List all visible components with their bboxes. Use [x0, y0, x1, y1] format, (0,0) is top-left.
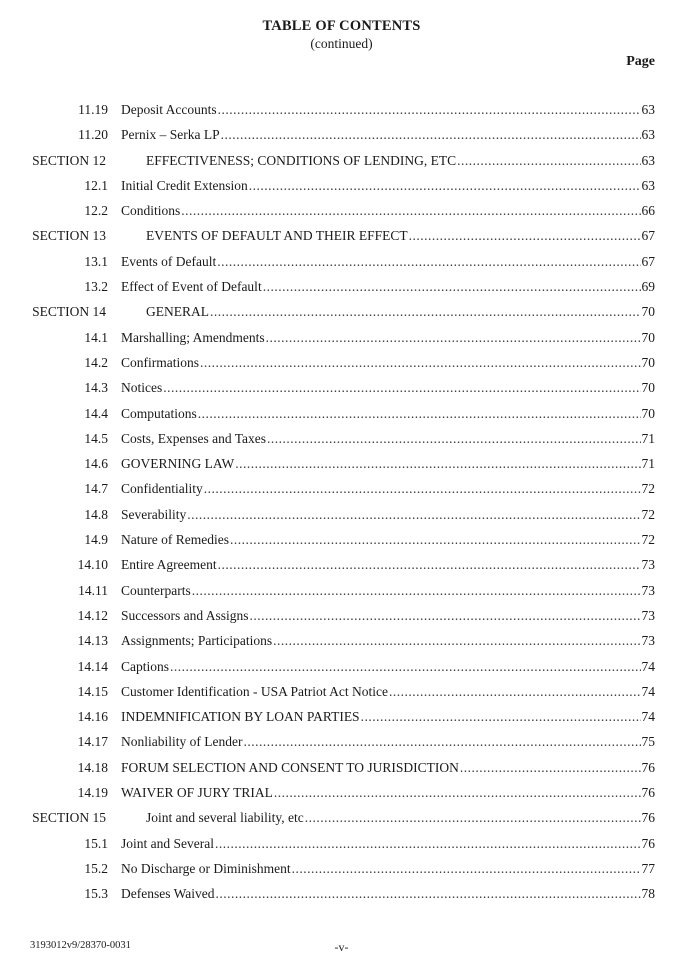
toc-entry-row	[0, 198, 683, 223]
dot-leader	[181, 198, 640, 223]
toc-entry-line	[121, 831, 655, 856]
toc-entry-title: Nature of Remedies	[121, 532, 229, 548]
toc-entry-row	[0, 375, 683, 400]
toc-entry-row	[0, 603, 683, 628]
toc-entry-title: Confidentiality	[121, 481, 203, 497]
toc-entry-title: WAIVER OF JURY TRIAL	[121, 785, 273, 801]
toc-section-row	[0, 299, 683, 324]
toc-entry-page: 73	[641, 607, 655, 623]
dot-leader	[163, 375, 640, 400]
toc-entry-title: Successors and Assigns	[121, 607, 249, 623]
dot-leader	[235, 451, 640, 476]
toc-entry-line	[121, 881, 655, 906]
toc-entry-row	[0, 502, 683, 527]
toc-entry-number: 13.2	[84, 279, 108, 295]
toc-entry-number: 12.2	[84, 203, 108, 219]
dot-leader	[198, 401, 641, 426]
dot-leader	[267, 426, 640, 451]
toc-section-row	[0, 805, 683, 830]
document-id: 3193012v9/28370-0031	[30, 940, 131, 951]
toc-entry-title: GENERAL	[146, 304, 209, 320]
toc-entry-title: Notices	[121, 380, 163, 396]
toc-entry-line	[121, 173, 655, 198]
toc-entry-title: Initial Credit Extension	[121, 177, 248, 193]
toc-entry-number: 14.14	[77, 658, 108, 674]
toc-entry-line	[121, 603, 655, 628]
toc-entry-page: 72	[641, 532, 655, 548]
toc-entry-page: 78	[641, 886, 655, 902]
toc-entry-row	[0, 451, 683, 476]
dot-leader	[192, 578, 641, 603]
toc-entry-number: 15.2	[84, 860, 108, 876]
toc-entry-title: FORUM SELECTION AND CONSENT TO JURISDICTION	[121, 759, 459, 775]
toc-entry-number: SECTION 12	[32, 152, 106, 168]
toc-entry-title: Marshalling; Amendments	[121, 329, 265, 345]
toc-entry-page: 70	[641, 329, 655, 345]
toc-entry-page: 63	[641, 127, 655, 143]
toc-entry-row	[0, 426, 683, 451]
toc-entry-number: 14.5	[84, 430, 108, 446]
toc-entry-title: Entire Agreement	[121, 557, 217, 573]
toc-entry-page: 72	[641, 481, 655, 497]
toc-entry-page: 70	[641, 405, 655, 421]
toc-entry-row	[0, 755, 683, 780]
toc-entry-page: 76	[641, 835, 655, 851]
toc-entry-page: 71	[641, 430, 655, 446]
toc-entry-page: 73	[641, 557, 655, 573]
toc-entry-row	[0, 704, 683, 729]
dot-leader	[230, 527, 641, 552]
toc-entry-title: EFFECTIVENESS; CONDITIONS OF LENDING, ETC	[146, 152, 457, 168]
toc-entry-row	[0, 628, 683, 653]
toc-entry-line	[121, 527, 655, 552]
toc-entry-page: 74	[641, 658, 655, 674]
toc-list	[0, 97, 683, 907]
toc-title: TABLE OF CONTENTS	[262, 18, 421, 34]
toc-entry-title: Nonliability of Lender	[121, 734, 243, 750]
dot-leader	[250, 603, 641, 628]
toc-entry-page: 76	[641, 785, 655, 801]
toc-entry-title: Customer Identification - USA Patriot Act Notice	[121, 683, 388, 699]
toc-entry-number: SECTION 15	[32, 810, 106, 826]
toc-entry-title: Joint and several liability, etc	[146, 810, 304, 826]
toc-entry-title: Conditions	[121, 203, 181, 219]
toc-entry-line	[121, 375, 655, 400]
toc-entry-title: Captions	[121, 658, 170, 674]
toc-entry-line	[146, 805, 655, 830]
toc-entry-line	[121, 325, 655, 350]
dot-leader	[170, 654, 640, 679]
toc-entry-row	[0, 122, 683, 147]
toc-entry-title: Events of Default	[121, 253, 217, 269]
toc-entry-number: 14.19	[77, 785, 108, 801]
toc-entry-line	[121, 350, 655, 375]
toc-entry-line	[121, 552, 655, 577]
toc-entry-number: 13.1	[84, 253, 108, 269]
toc-entry-title: No Discharge or Diminishment	[121, 860, 291, 876]
toc-entry-row	[0, 350, 683, 375]
toc-entry-page: 74	[641, 709, 655, 725]
dot-leader	[273, 628, 640, 653]
toc-entry-page: 76	[641, 810, 655, 826]
dot-leader	[263, 274, 641, 299]
toc-entry-page: 63	[641, 152, 655, 168]
toc-entry-page: 73	[641, 582, 655, 598]
dot-leader	[218, 552, 641, 577]
toc-entry-line	[146, 148, 655, 173]
toc-entry-line	[121, 426, 655, 451]
toc-entry-row	[0, 729, 683, 754]
toc-entry-line	[121, 729, 655, 754]
toc-entry-line	[121, 755, 655, 780]
toc-entry-row	[0, 831, 683, 856]
toc-entry-number: SECTION 14	[32, 304, 106, 320]
toc-entry-number: 14.3	[84, 380, 108, 396]
toc-entry-number: 14.11	[78, 582, 108, 598]
dot-leader	[215, 831, 641, 856]
toc-entry-page: 70	[641, 380, 655, 396]
toc-entry-title: Pernix – Serka LP	[121, 127, 220, 143]
toc-entry-title: EVENTS OF DEFAULT AND THEIR EFFECT	[146, 228, 408, 244]
dot-leader	[221, 122, 641, 147]
toc-entry-number: 14.7	[84, 481, 108, 497]
toc-entry-line	[121, 476, 655, 501]
dot-leader	[217, 249, 640, 274]
toc-entry-row	[0, 856, 683, 881]
toc-entry-page: 63	[641, 102, 655, 117]
toc-entry-number: 11.20	[78, 127, 108, 143]
toc-section-row	[0, 223, 683, 248]
toc-entry-line	[121, 274, 655, 299]
toc-entry-number: 14.2	[84, 354, 108, 370]
toc-entry-line	[121, 578, 655, 603]
dot-leader	[409, 223, 641, 248]
dot-leader	[292, 856, 641, 881]
dot-leader	[216, 881, 641, 906]
toc-entry-page: 77	[641, 860, 655, 876]
toc-entry-number: 14.16	[77, 709, 108, 725]
page-number: -v-	[334, 940, 349, 954]
toc-section-row	[0, 148, 683, 173]
toc-entry-row	[0, 476, 683, 501]
toc-entry-line	[121, 628, 655, 653]
dot-leader	[200, 350, 641, 375]
toc-entry-row	[0, 654, 683, 679]
toc-entry-number: 14.10	[77, 557, 108, 573]
toc-entry-page: 75	[641, 734, 655, 750]
toc-entry-number: SECTION 13	[32, 228, 106, 244]
toc-entry-line	[121, 654, 655, 679]
toc-entry-page: 70	[641, 354, 655, 370]
toc-entry-number: 14.9	[84, 532, 108, 548]
toc-entry-row	[0, 527, 683, 552]
toc-entry-row	[0, 881, 683, 906]
dot-leader	[249, 173, 641, 198]
toc-entry-title: Joint and Several	[121, 835, 214, 851]
toc-entry-line	[121, 249, 655, 274]
toc-entry-title: GOVERNING LAW	[121, 456, 235, 472]
toc-entry-line	[121, 502, 655, 527]
toc-entry-title: Computations	[121, 405, 197, 421]
toc-entry-page: 71	[641, 456, 655, 472]
dot-leader	[460, 755, 641, 780]
toc-entry-row	[0, 173, 683, 198]
toc-entry-page: 69	[641, 279, 655, 295]
toc-entry-title: Assignments; Participations	[121, 633, 273, 649]
toc-entry-line	[146, 299, 655, 324]
toc-entry-title: Defenses Waived	[121, 886, 215, 902]
dot-leader	[243, 729, 640, 754]
dot-leader	[187, 502, 640, 527]
toc-entry-line	[121, 679, 655, 704]
toc-entry-title: Effect of Event of Default	[121, 279, 262, 295]
toc-entry-line	[121, 780, 655, 805]
toc-entry-row	[0, 249, 683, 274]
toc-entry-page: 76	[641, 759, 655, 775]
toc-entry-number: 14.8	[84, 506, 108, 522]
dot-leader	[274, 780, 641, 805]
toc-entry-row	[0, 578, 683, 603]
toc-entry-number: 14.17	[77, 734, 108, 750]
toc-entry-row	[0, 401, 683, 426]
toc-entry-number: 11.19	[78, 102, 108, 117]
toc-entry-line	[146, 223, 655, 248]
toc-entry-row	[0, 552, 683, 577]
toc-entry-page: 70	[641, 304, 655, 320]
toc-entry-number: 14.12	[77, 607, 108, 623]
toc-entry-line	[121, 856, 655, 881]
dot-leader	[305, 805, 641, 830]
toc-subtitle: (continued)	[310, 36, 373, 51]
dot-leader	[210, 299, 641, 324]
toc-entry-number: 15.3	[84, 886, 108, 902]
toc-entry-row	[0, 325, 683, 350]
toc-entry-row	[0, 679, 683, 704]
toc-entry-line	[121, 704, 655, 729]
toc-entry-title: Counterparts	[121, 582, 191, 598]
toc-entry-title: Deposit Accounts	[121, 102, 217, 117]
toc-entry-page: 66	[641, 203, 655, 219]
dot-leader	[457, 148, 640, 173]
toc-entry-number: 14.1	[84, 329, 108, 345]
dot-leader	[266, 325, 641, 350]
toc-entry-number: 12.1	[84, 177, 108, 193]
dot-leader	[389, 679, 641, 704]
toc-entry-page: 63	[641, 177, 655, 193]
toc-entry-page: 72	[641, 506, 655, 522]
toc-entry-number: 15.1	[84, 835, 108, 851]
toc-entry-line	[121, 122, 655, 147]
toc-entry-title: Confirmations	[121, 354, 199, 370]
dot-leader	[361, 704, 641, 729]
toc-entry-title: INDEMNIFICATION BY LOAN PARTIES	[121, 709, 360, 725]
toc-entry-title: Costs, Expenses and Taxes	[121, 430, 267, 446]
toc-entry-line	[121, 97, 655, 122]
toc-entry-number: 14.18	[77, 759, 108, 775]
toc-entry-page: 74	[641, 683, 655, 699]
toc-entry-row	[0, 274, 683, 299]
toc-entry-title: Severability	[121, 506, 187, 522]
toc-entry-number: 14.4	[84, 405, 108, 421]
toc-entry-page: 73	[641, 633, 655, 649]
toc-entry-line	[121, 198, 655, 223]
dot-leader	[218, 97, 641, 122]
dot-leader	[204, 476, 641, 501]
page-column-heading: Page	[626, 54, 655, 69]
toc-entry-row	[0, 97, 683, 122]
toc-entry-number: 14.15	[77, 683, 108, 699]
toc-entry-number: 14.6	[84, 456, 108, 472]
toc-entry-page: 67	[641, 228, 655, 244]
toc-entry-row	[0, 780, 683, 805]
toc-entry-page: 67	[641, 253, 655, 269]
toc-entry-number: 14.13	[77, 633, 108, 649]
toc-entry-line	[121, 451, 655, 476]
toc-entry-line	[121, 401, 655, 426]
